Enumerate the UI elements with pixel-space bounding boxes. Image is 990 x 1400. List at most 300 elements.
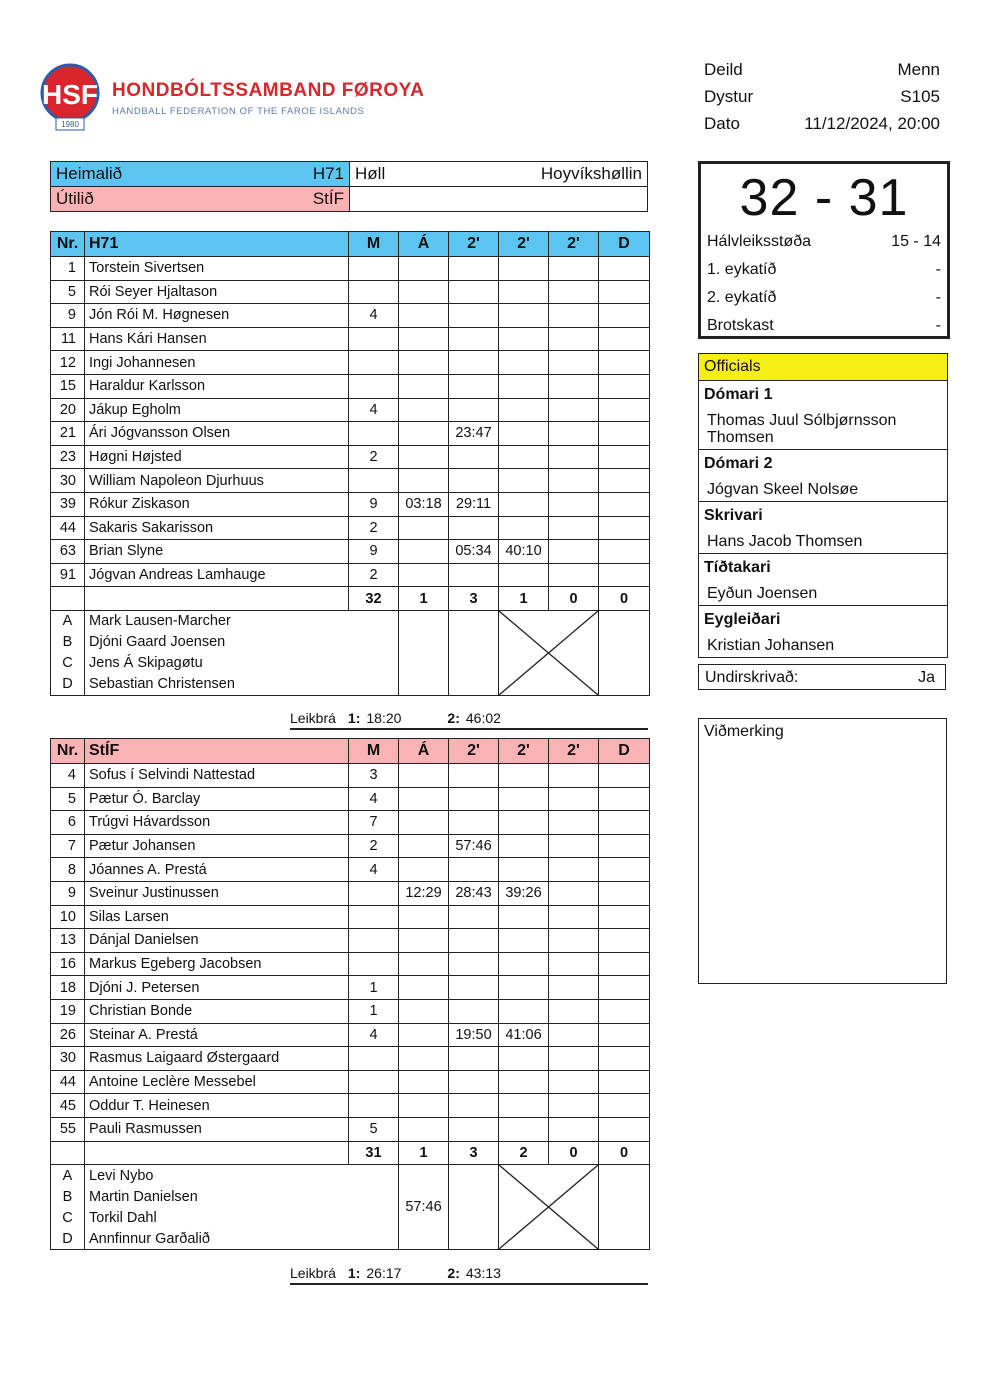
total-cell: 2: [499, 1141, 549, 1165]
stat-cell-d: [599, 280, 650, 304]
nr-header: Nr.: [51, 232, 85, 257]
stat-cell-p2: [499, 1117, 549, 1141]
player-number: 5: [51, 280, 85, 304]
stat-cell-m: 1: [349, 999, 399, 1023]
player-name: Hans Kári Hansen: [85, 327, 349, 351]
empty-cell: [350, 187, 648, 212]
player-name: Jón Rói M. Høgnesen: [85, 304, 349, 328]
stat-cell-p1: [449, 952, 499, 976]
timeout-1-time: 26:17: [366, 1265, 402, 1281]
meta-label: Dystur: [704, 87, 754, 106]
table-row: [51, 1094, 650, 1118]
table-row: [51, 905, 650, 929]
player-name: Haraldur Karlsson: [85, 374, 349, 398]
player-name: Rói Seyer Hjaltason: [85, 280, 349, 304]
player-number: 39: [51, 492, 85, 516]
table-row: [51, 304, 650, 328]
score-row-penalty: [701, 312, 947, 340]
official-role: Eygleiðari: [704, 611, 781, 628]
stat-cell-p3: [549, 905, 599, 929]
official-role: Tíðtakari: [704, 559, 771, 576]
score-row-value: -: [935, 289, 941, 306]
official-letter: C: [51, 653, 85, 674]
stat-cell-d: [599, 1070, 650, 1094]
stat-cell-a: [399, 280, 449, 304]
stat-cell-p3: [549, 351, 599, 375]
table-row: [51, 1047, 650, 1071]
total-cell: 1: [499, 587, 549, 611]
team-official-row: [51, 610, 650, 632]
stat-cell-m: 4: [349, 304, 399, 328]
stat-cell-a: [399, 1023, 449, 1047]
timeout-2-time: 46:02: [465, 710, 501, 726]
player-name: Ingi Johannesen: [85, 351, 349, 375]
nr-header: Nr.: [51, 739, 85, 764]
cross-icon: [499, 611, 598, 695]
stat-cell-m: 1: [349, 976, 399, 1000]
table-row: [51, 952, 650, 976]
player-number: 4: [51, 764, 85, 788]
stat-cell-d: [599, 516, 650, 540]
stat-cell-a: 03:18: [399, 492, 449, 516]
stat-cell-m: [349, 327, 399, 351]
stat-cell-m: 4: [349, 1023, 399, 1047]
player-number: 26: [51, 1023, 85, 1047]
stat-cell-d: [599, 952, 650, 976]
federation-subtitle: HANDBALL FEDERATION OF THE FAROE ISLANDS: [112, 106, 365, 117]
signed-row: [698, 664, 946, 690]
stat-cell-p1: [449, 327, 499, 351]
stat-cell-a: [399, 374, 449, 398]
meta-row-dato: [704, 110, 940, 137]
stat-cell-a: [399, 1117, 449, 1141]
player-number: 20: [51, 398, 85, 422]
stat-cell-d: [599, 1094, 650, 1118]
stat-cell-p1: [449, 398, 499, 422]
stat-cell-p1: [449, 999, 499, 1023]
stat-cell-p2: [499, 905, 549, 929]
stat-cell-p1: [449, 445, 499, 469]
stat-cell-p2: [499, 858, 549, 882]
away-players-table: [50, 738, 650, 1250]
player-number: 8: [51, 858, 85, 882]
empty-cell: [51, 587, 85, 611]
player-number: 9: [51, 881, 85, 905]
player-name: Pætur Johansen: [85, 834, 349, 858]
stat-cell-p3: [549, 952, 599, 976]
player-number: 10: [51, 905, 85, 929]
cross-icon: [499, 1165, 598, 1249]
home-label: Heimalið: [56, 164, 123, 183]
table-header-row: [51, 232, 650, 257]
player-name: Pætur Ó. Barclay: [85, 787, 349, 811]
official-name: Mark Lausen-Marcher: [85, 610, 399, 632]
timeout-label: Leikbrá: [290, 1265, 336, 1281]
stat-cell-m: 4: [349, 398, 399, 422]
total-cell: 32: [349, 587, 399, 611]
column-header: M: [349, 232, 399, 257]
stat-cell-p2: [499, 929, 549, 953]
player-number: 16: [51, 952, 85, 976]
stat-cell-d: [599, 1047, 650, 1071]
stat-cell-p2: [499, 787, 549, 811]
total-cell: 0: [599, 1141, 650, 1165]
player-number: 6: [51, 811, 85, 835]
timeout-2-label: 2:: [447, 1265, 460, 1281]
stat-cell-p3: [549, 304, 599, 328]
table-row: [51, 280, 650, 304]
stat-cell-d: [599, 764, 650, 788]
crossed-out-cell: [499, 610, 599, 695]
stat-cell-p1: [449, 469, 499, 493]
player-name: Pauli Rasmussen: [85, 1117, 349, 1141]
stat-cell-p3: [549, 469, 599, 493]
timeout-2-label: 2:: [447, 710, 460, 726]
official-referee-2: [699, 450, 947, 502]
stat-cell-a: [399, 398, 449, 422]
stat-cell-d: [599, 811, 650, 835]
stat-cell-a: [399, 1094, 449, 1118]
stat-cell-p2: [499, 1094, 549, 1118]
stat-cell-m: [349, 280, 399, 304]
table-row: [51, 540, 650, 564]
total-cell: 3: [449, 587, 499, 611]
stat-cell-p3: [549, 422, 599, 446]
column-header: D: [599, 232, 650, 257]
player-number: 1: [51, 257, 85, 281]
player-name: Markus Egeberg Jacobsen: [85, 952, 349, 976]
stat-cell-d: [599, 881, 650, 905]
stat-cell-p1: [449, 374, 499, 398]
stat-cell-m: 4: [349, 787, 399, 811]
stat-cell-p1: 05:34: [449, 540, 499, 564]
stat-cell-p2: [499, 811, 549, 835]
official-warning-col: [399, 610, 449, 695]
stat-cell-p2: [499, 516, 549, 540]
stat-cell-m: 7: [349, 811, 399, 835]
player-name: Torstein Sivertsen: [85, 257, 349, 281]
stat-cell-p1: 57:46: [449, 834, 499, 858]
player-name: Sofus í Selvindi Nattestad: [85, 764, 349, 788]
stat-cell-p3: [549, 516, 599, 540]
stat-cell-m: [349, 374, 399, 398]
stat-cell-d: [599, 374, 650, 398]
score-row-extra1: [701, 256, 947, 284]
player-number: 91: [51, 563, 85, 587]
stat-cell-d: [599, 1117, 650, 1141]
stat-cell-p2: 39:26: [499, 881, 549, 905]
stat-cell-p2: [499, 398, 549, 422]
player-name: Antoine Leclère Messebel: [85, 1070, 349, 1094]
player-name: Jákup Egholm: [85, 398, 349, 422]
signed-value: Ja: [918, 669, 935, 686]
stat-cell-a: [399, 1047, 449, 1071]
team-name-header: H71: [85, 232, 349, 257]
stat-cell-p2: [499, 834, 549, 858]
officials-box: [698, 353, 948, 658]
table-row: [51, 492, 650, 516]
officials-header: Officials: [699, 354, 947, 381]
player-name: Oddur T. Heinesen: [85, 1094, 349, 1118]
stat-cell-m: 3: [349, 764, 399, 788]
player-name: Rókur Ziskason: [85, 492, 349, 516]
stat-cell-m: [349, 1094, 399, 1118]
stat-cell-a: [399, 351, 449, 375]
stat-cell-d: [599, 351, 650, 375]
table-row: [51, 516, 650, 540]
stat-cell-a: [399, 952, 449, 976]
player-number: 13: [51, 929, 85, 953]
remarks-label: Viðmerking: [704, 723, 784, 740]
stat-cell-a: [399, 304, 449, 328]
score-box: [698, 161, 950, 339]
score-row-value: -: [935, 261, 941, 278]
empty-cell: [51, 1141, 85, 1165]
stat-cell-p3: [549, 999, 599, 1023]
away-team: StÍF: [312, 189, 344, 208]
home-team-cell: [51, 162, 350, 187]
official-warning-col: [399, 1165, 449, 1250]
stat-cell-a: [399, 1070, 449, 1094]
final-score: 32 - 31: [739, 169, 909, 227]
stat-cell-d: [599, 1023, 650, 1047]
match-meta: [704, 56, 940, 137]
stat-cell-p2: [499, 1047, 549, 1071]
official-letter: D: [51, 1228, 85, 1250]
hall-cell: [350, 162, 648, 187]
timeout-1-label: 1:: [347, 710, 361, 726]
total-cell: 3: [449, 1141, 499, 1165]
stat-cell-p1: [449, 858, 499, 882]
player-name: Brian Slyne: [85, 540, 349, 564]
stat-cell-d: [599, 469, 650, 493]
stat-cell-m: [349, 905, 399, 929]
stat-cell-m: [349, 881, 399, 905]
stat-cell-m: 2: [349, 563, 399, 587]
table-row: [51, 811, 650, 835]
stat-cell-p3: [549, 540, 599, 564]
total-cell: 0: [599, 587, 650, 611]
table-row: [51, 422, 650, 446]
official-warning-time: 57:46: [405, 1199, 442, 1216]
official-letter: D: [51, 674, 85, 696]
stat-cell-p3: [549, 374, 599, 398]
stat-cell-p2: [499, 327, 549, 351]
stat-cell-p3: [549, 445, 599, 469]
stat-cell-p3: [549, 764, 599, 788]
stat-cell-p3: [549, 976, 599, 1000]
official-name: Sebastian Christensen: [85, 674, 399, 696]
stat-cell-a: [399, 516, 449, 540]
official-name: Djóni Gaard Joensen: [85, 632, 399, 653]
player-number: 15: [51, 374, 85, 398]
stat-cell-p1: [449, 1094, 499, 1118]
table-row: [51, 374, 650, 398]
player-name: Jóannes A. Prestá: [85, 858, 349, 882]
official-name: Jens Á Skipagøtu: [85, 653, 399, 674]
stat-cell-m: [349, 422, 399, 446]
score-row-label: 1. eykatíð: [707, 261, 777, 278]
stat-cell-d: [599, 858, 650, 882]
stat-cell-p3: [549, 398, 599, 422]
stat-cell-m: 9: [349, 540, 399, 564]
hall-label: Høll: [355, 164, 386, 183]
stat-cell-p1: [449, 764, 499, 788]
stat-cell-p3: [549, 881, 599, 905]
stat-cell-a: 12:29: [399, 881, 449, 905]
table-row: [51, 445, 650, 469]
totals-row: [51, 1141, 650, 1165]
official-name: Hans Jacob Thomsen: [707, 533, 863, 550]
total-cell: 0: [549, 587, 599, 611]
official-name: Martin Danielsen: [85, 1186, 399, 1207]
crossed-out-cell: [499, 1165, 599, 1250]
player-name: Jógvan Andreas Lamhauge: [85, 563, 349, 587]
player-number: 19: [51, 999, 85, 1023]
stat-cell-m: [349, 1047, 399, 1071]
signed-label: Undirskrivað:: [705, 669, 799, 686]
stat-cell-p2: [499, 492, 549, 516]
stat-cell-p2: [499, 280, 549, 304]
stat-cell-p2: [499, 999, 549, 1023]
stat-cell-p1: [449, 280, 499, 304]
player-number: 12: [51, 351, 85, 375]
stat-cell-p1: [449, 1070, 499, 1094]
stat-cell-p3: [549, 858, 599, 882]
table-row: [51, 976, 650, 1000]
official-letter: B: [51, 1186, 85, 1207]
meta-value: 11/12/2024, 20:00: [804, 114, 940, 133]
stat-cell-p3: [549, 1047, 599, 1071]
away-timeouts: [290, 1263, 648, 1285]
meta-label: Deild: [704, 60, 743, 79]
stat-cell-m: [349, 929, 399, 953]
player-number: 45: [51, 1094, 85, 1118]
official-timekeeper: [699, 554, 947, 606]
table-row: [51, 999, 650, 1023]
table-row: [51, 398, 650, 422]
stat-cell-m: [349, 257, 399, 281]
table-row: [51, 834, 650, 858]
score-row-extra2: [701, 284, 947, 312]
stat-cell-d: [599, 492, 650, 516]
table-row: [51, 858, 650, 882]
official-name: Jógvan Skeel Nolsøe: [707, 481, 859, 498]
column-header: D: [599, 739, 650, 764]
stat-cell-a: [399, 787, 449, 811]
player-number: 18: [51, 976, 85, 1000]
stat-cell-d: [599, 905, 650, 929]
table-row: [51, 257, 650, 281]
stat-cell-p1: 29:11: [449, 492, 499, 516]
stat-cell-m: 4: [349, 858, 399, 882]
player-name: Silas Larsen: [85, 905, 349, 929]
stat-cell-p2: [499, 351, 549, 375]
column-header: 2': [549, 739, 599, 764]
meta-value: Menn: [897, 60, 940, 79]
official-name: Torkil Dahl: [85, 1207, 399, 1228]
stat-cell-p1: [449, 976, 499, 1000]
stat-cell-d: [599, 563, 650, 587]
stat-cell-p2: [499, 1070, 549, 1094]
column-header: 2': [499, 739, 549, 764]
stat-cell-p3: [549, 327, 599, 351]
stat-cell-p2: [499, 563, 549, 587]
federation-title: HONDBÓLTSSAMBAND FØROYA: [112, 80, 425, 101]
official-referee-1: [699, 381, 947, 450]
stat-cell-d: [599, 304, 650, 328]
stat-cell-m: [349, 1070, 399, 1094]
table-row: [51, 1023, 650, 1047]
stat-cell-p1: [449, 1047, 499, 1071]
player-name: Trúgvi Hávardsson: [85, 811, 349, 835]
stat-cell-a: [399, 999, 449, 1023]
stat-cell-a: [399, 764, 449, 788]
player-name: Høgni Højsted: [85, 445, 349, 469]
team-official-row: [51, 1165, 650, 1187]
meta-label: Dato: [704, 114, 740, 133]
player-number: 9: [51, 304, 85, 328]
table-row: [51, 787, 650, 811]
player-number: 21: [51, 422, 85, 446]
official-name: Kristian Johansen: [707, 637, 835, 654]
stat-cell-d: [599, 787, 650, 811]
score-row-label: Hálvleiksstøða: [707, 233, 812, 250]
home-players-table: [50, 231, 650, 696]
stat-cell-p2: [499, 445, 549, 469]
stat-cell-p2: [499, 304, 549, 328]
stat-cell-d: [599, 398, 650, 422]
remarks-box: [698, 718, 947, 984]
official-role: Dómari 1: [704, 386, 773, 403]
stat-cell-d: [599, 422, 650, 446]
stat-cell-p3: [549, 787, 599, 811]
stat-cell-m: 2: [349, 516, 399, 540]
stat-cell-p2: [499, 422, 549, 446]
column-header: Á: [399, 232, 449, 257]
table-row: [51, 351, 650, 375]
player-number: 11: [51, 327, 85, 351]
stat-cell-a: [399, 905, 449, 929]
stat-cell-p1: 19:50: [449, 1023, 499, 1047]
stat-cell-a: [399, 811, 449, 835]
stat-cell-d: [599, 929, 650, 953]
stat-cell-d: [599, 834, 650, 858]
score-row-value: -: [935, 317, 941, 334]
stat-cell-d: [599, 976, 650, 1000]
stat-cell-p2: 41:06: [499, 1023, 549, 1047]
stat-cell-m: [349, 952, 399, 976]
table-header-row: [51, 739, 650, 764]
table-row: [51, 327, 650, 351]
column-header: Á: [399, 739, 449, 764]
away-label: Útilið: [56, 189, 94, 208]
stat-cell-p1: [449, 516, 499, 540]
stat-cell-d: [599, 540, 650, 564]
score-row-label: 2. eykatíð: [707, 289, 777, 306]
stat-cell-a: [399, 257, 449, 281]
player-name: Sveinur Justinussen: [85, 881, 349, 905]
stat-cell-m: [349, 351, 399, 375]
timeout-label: Leikbrá: [290, 710, 336, 726]
stat-cell-p3: [549, 257, 599, 281]
official-letter: A: [51, 1165, 85, 1187]
official-letter: B: [51, 632, 85, 653]
stat-cell-d: [599, 999, 650, 1023]
empty-cell: [449, 610, 499, 695]
stat-cell-p1: 23:47: [449, 422, 499, 446]
player-number: 23: [51, 445, 85, 469]
